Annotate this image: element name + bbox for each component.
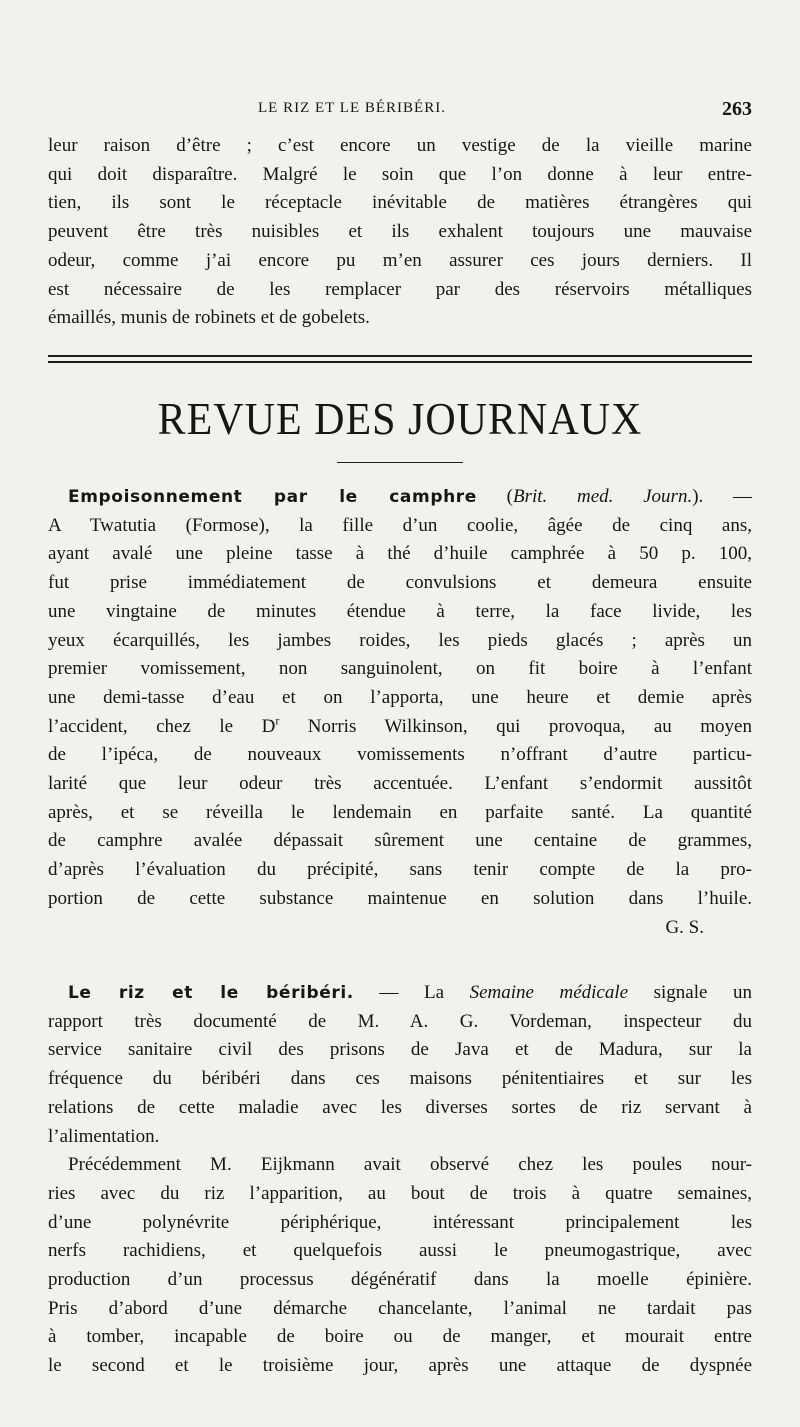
source-open: ( xyxy=(506,486,513,507)
text-line: yeux écarquillés, les jambes roides, les pieds glacés ; après un xyxy=(48,629,752,651)
article-source: Brit. med. Journ. xyxy=(512,486,693,507)
section-title: REVUE DES JOURNAUX xyxy=(157,395,643,445)
text-fragment: Norris Wilkinson, qui provoqua, au moyen xyxy=(279,715,752,737)
text-line: tien, ils sont le réceptacle inévitable de matières étrangères qui xyxy=(48,192,752,214)
document-page xyxy=(48,0,752,1427)
text-line: une vingtaine de minutes étendue à terre, la face livide, les xyxy=(48,600,752,622)
text-line: A Twatutia (Formose), la fille d’un coolie, âgée de cinq ans, xyxy=(48,514,752,536)
text-line: d’une polynévrite périphérique, intéressant principalement les xyxy=(48,1211,752,1233)
article-lead-line xyxy=(48,979,752,1008)
text-line: Précédemment M. Eijkmann avait observé chez les poules nour- xyxy=(68,1154,752,1176)
text-line: l’alimentation. xyxy=(48,1125,160,1147)
article-heading: Empoisonnement par le camphre xyxy=(68,487,477,507)
double-rule-divider xyxy=(48,355,752,363)
text-line: fut prise immédiatement de convulsions et demeura ensuite xyxy=(48,572,752,594)
page-number: 263 xyxy=(722,98,752,120)
text-line xyxy=(48,713,752,742)
superscript: r xyxy=(275,713,280,728)
text-line: est nécessaire de les remplacer par des réservoirs métalliques xyxy=(48,278,752,300)
text-line: de l’ipéca, de nouveaux vomissements n’offrant d’autre particu- xyxy=(48,744,752,766)
running-head xyxy=(48,98,752,128)
source-close: ). — xyxy=(692,486,753,507)
text-line: après, et se réveilla le lendemain en parfaite santé. La quantité xyxy=(48,801,752,823)
text-line: premier vomissement, non sanguinolent, on fit boire à l’enfant xyxy=(48,658,752,680)
article-signature: G. S. xyxy=(665,916,704,938)
text-line: d’après l’évaluation du précipité, sans tenir compte de la pro- xyxy=(48,859,752,881)
text-line: peuvent être très nuisibles et ils exhalent toujours une mauvaise xyxy=(48,221,752,243)
text-line: odeur, comme j’ai encore pu m’en assurer ces jours derniers. Il xyxy=(48,249,752,271)
text-line: fréquence du béribéri dans ces maisons pénitentiaires et sur les xyxy=(48,1068,752,1090)
text-line: nerfs rachidiens, et quelquefois aussi le pneumogastrique, avec xyxy=(48,1240,752,1262)
text-line: une demi-tasse d’eau et on l’apporta, une heure et demie après xyxy=(48,686,752,708)
text-line: à tomber, incapable de boire ou de manger, et mourait entre xyxy=(48,1326,752,1348)
running-title: LE RIZ ET LE BÉRIBÉRI. xyxy=(258,100,446,116)
title-underline xyxy=(337,462,463,463)
text-line: leur raison d’être ; c’est encore un vestige de la vieille marine xyxy=(48,135,752,156)
text-line: qui doit disparaître. Malgré le soin que l’on donne à leur entre- xyxy=(48,163,752,185)
article-riz-beriberi xyxy=(48,979,752,1381)
text-fragment: signale un xyxy=(628,982,752,1003)
text-line: Pris d’abord d’une démarche chancelante, l’animal ne tardait pas xyxy=(48,1297,752,1319)
text-line: le second et le troisième jour, après une attaque de dyspnée xyxy=(48,1355,752,1377)
text-line: production d’un processus dégénératif dans la moelle épinière. xyxy=(48,1269,752,1291)
intro-paragraph xyxy=(48,132,752,333)
text-fragment: — La xyxy=(353,982,470,1003)
text-line: émaillés, munis de robinets et de gobelets. xyxy=(48,307,370,329)
article-camphre xyxy=(48,483,752,942)
article-lead-line xyxy=(48,483,752,512)
text-line: ries avec du riz l’apparition, au bout de trois à quatre semaines, xyxy=(48,1182,752,1204)
text-line: relations de cette maladie avec les diverses sortes de riz servant à xyxy=(48,1096,752,1118)
text-fragment: l’accident, chez le D xyxy=(48,715,276,737)
text-line: larité que leur odeur très accentuée. L’enfant s’endormit aussitôt xyxy=(48,773,752,795)
text-line: rapport très documenté de M. A. G. Vordeman, inspecteur du xyxy=(48,1010,752,1032)
text-line: service sanitaire civil des prisons de Java et de Madura, sur la xyxy=(48,1039,752,1061)
text-line: de camphre avalée dépassait sûrement une centaine de grammes, xyxy=(48,830,752,852)
text-line: portion de cette substance maintenue en solution dans l’huile. xyxy=(48,887,752,909)
text-line: ayant avalé une pleine tasse à thé d’huile camphrée à 50 p. 100, xyxy=(48,543,752,565)
journal-name: Semaine médicale xyxy=(469,982,629,1003)
article-heading: Le riz et le béribéri. xyxy=(68,983,354,1003)
